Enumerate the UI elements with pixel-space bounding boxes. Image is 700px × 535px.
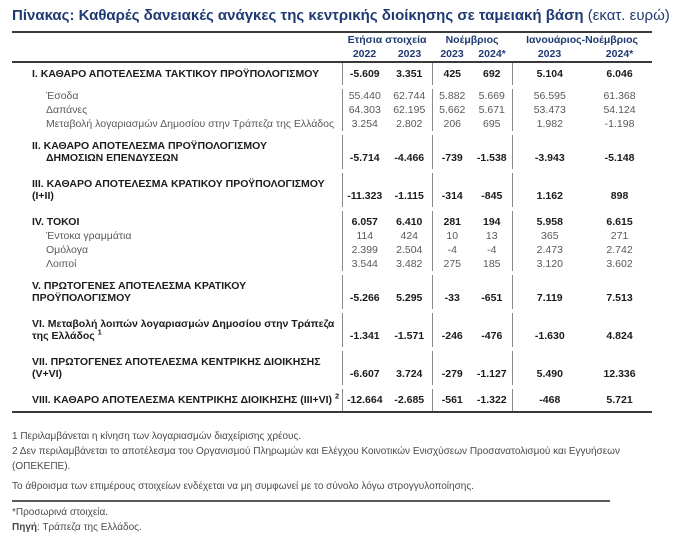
cell-value: 3.254 [342,117,387,131]
table-row [12,257,652,271]
cell-value: 61.368 [603,90,636,102]
row-label: VIII. ΚΑΘΑΡΟ ΑΠΟΤΕΛΕΣΜΑ ΚΕΝΤΡΙΚΗΣ ΔΙΟΙΚΗΣΗΣ (III+VI) $^2$ [32,391,340,406]
table-row [12,117,652,131]
cell-value: 56.595 [512,89,587,103]
cell-value: 692 [483,68,501,80]
footnote: 1 Περιλαμβάνεται η κίνηση των λογαριασμών διαχείρισης χρέους. [12,431,302,442]
numbered-notes [12,429,640,474]
table-header [12,32,652,62]
cell-value: -2.685 [394,394,425,406]
cell-value: 5.958 [512,211,587,229]
row-label: III. ΚΑΘΑΡΟ ΑΠΟΤΕΛΕΣΜΑ ΚΡΑΤΙΚΟΥ ΠΡΟΫΠΟΛΟΓΙΣΜΟΥ (I+II) [32,178,325,202]
source-text: : Τράπεζα της Ελλάδος. [37,522,142,533]
cell-value: -739 [432,135,472,169]
cell-value: 5.295 [396,292,423,304]
source-line [12,520,640,535]
cell-value: -1.341 [342,313,387,347]
cell-value: 13 [485,230,498,242]
cell-value: 271 [610,230,629,242]
cell-value: 3.482 [396,258,423,270]
cell-value: 2.504 [396,244,423,256]
title-unit: (εκατ. ευρώ) [583,7,670,24]
cell-value: -5.714 [342,135,387,169]
cell-value: 6.615 [606,216,633,228]
cell-value: 64.303 [342,103,387,117]
table-row [12,89,652,103]
cell-value: 3.724 [396,368,423,380]
table-row [12,173,652,207]
footnote-marker: 2 [334,391,340,401]
cell-value: 424 [400,230,419,242]
group-header-row [12,32,652,47]
cell-value: 5.104 [512,62,587,85]
cell-value: -4.466 [394,152,425,164]
year-header: 2023 [537,48,562,60]
table-row [12,243,652,257]
cell-value: 4.824 [606,330,633,342]
cell-value: -1.322 [476,394,507,406]
table-row [12,103,652,117]
cell-value: 2.473 [512,243,587,257]
cell-value: 2.399 [342,243,387,257]
cell-value: 1.982 [512,117,587,131]
table-row [12,389,652,412]
year-header: 2024* [478,48,506,60]
cell-value: -279 [432,351,472,385]
cell-value: -246 [432,313,472,347]
cell-value: 10 [432,229,472,243]
table-row [12,229,652,243]
cell-value: 5.490 [512,351,587,385]
cell-value: 55.440 [342,89,387,103]
page-title [12,7,700,24]
row-label: Μεταβολή λογαριασμών Δημοσίου στην Τράπεζα της Ελλάδος [46,118,335,130]
cell-value: -1.198 [604,118,635,130]
cell-value: 5.669 [478,90,505,102]
cell-value: 275 [432,257,472,271]
cell-value: 3.544 [342,257,387,271]
cell-value: 425 [432,62,472,85]
cell-value: -651 [481,292,503,304]
table-row [12,313,652,347]
column-group-jan-november: Ιανουάριος-Νοέμβριος [526,34,638,46]
footnote-marker: 1 [97,327,102,337]
cell-value: -561 [432,389,472,412]
cell-value: 114 [342,229,387,243]
footnote: 2 Δεν περιλαμβάνεται το αποτέλεσμα του Οργανισμού Πληρωμών και Ελέγχου Κοινοτικών Ενισχύσεων Προσανατολισμού και Εγγυήσεων (ΟΠΕΚΕΠΕ). [12,446,620,472]
title-main: Πίνακας: Καθαρές δανειακές ανάγκες της κεντρικής διοίκησης σε ταμειακή βάση [12,7,584,24]
column-group-annual: Ετήσια στοιχεία [347,34,427,46]
cell-value: 3.120 [512,257,587,271]
cell-value: 53.473 [512,103,587,117]
cell-value: -1.630 [512,313,587,347]
column-group-november: Νοέμβριος [445,34,499,46]
year-header: 2023 [397,48,422,60]
row-label: Ομόλογα [46,244,89,256]
cell-value: 7.119 [512,275,587,309]
cell-value: 6.046 [606,68,633,80]
table-row [12,351,652,385]
row-label-line2: ΔΗΜΟΣΙΩΝ ΕΠΕΝΔΥΣΕΩΝ [46,152,179,164]
cell-value: 194 [483,216,501,228]
cell-value: -4 [432,243,472,257]
cell-value: -1.571 [394,330,425,342]
cell-value: -5.148 [604,152,635,164]
cell-value: 62.744 [393,90,426,102]
cell-value: 7.513 [606,292,633,304]
row-label: V. ΠΡΩΤΟΓΕΝΕΣ ΑΠΟΤΕΛΕΣΜΑ ΚΡΑΤΙΚΟΥ ΠΡΟΫΠΟΛΟΓΙΣΜΟΥ [32,280,247,304]
cell-value: 2.802 [396,118,423,130]
cell-value: -314 [432,173,472,207]
footnotes [12,429,640,535]
cell-value: -12.664 [342,389,387,412]
row-label: VII. ΠΡΩΤΟΓΕΝΕΣ ΑΠΟΤΕΛΕΣΜΑ ΚΕΝΤΡΙΚΗΣ ΔΙΟΙΚΗΣΗΣ (V+VI) [32,356,321,380]
cell-value: -845 [481,190,503,202]
row-label: Δαπάνες [46,104,88,116]
cell-value: 281 [432,211,472,229]
cell-value: -1.115 [394,190,424,202]
cell-value: 54.124 [603,104,636,116]
cell-value: 1.162 [512,173,587,207]
cell-value: 2.742 [606,244,633,256]
row-label: II. ΚΑΘΑΡΟ ΑΠΟΤΕΛΕΣΜΑ ΠΡΟΫΠΟΛΟΓΙΣΜΟΥ ΔΗΜΟΣΙΩΝ ΕΠΕΝΔΥΣΕΩΝ [12,135,342,169]
row-label: Έσοδα [46,90,79,102]
year-header: 2024* [605,48,634,60]
row-label: Λοιποί [46,258,77,270]
cell-value: -1.538 [476,152,507,164]
rounding-note: Το άθροισμα των επιμέρους στοιχείων ενδέχεται να μη συμφωνεί με το σύνολο λόγω στρογγυλοποίησης. [12,481,474,492]
table-body [12,62,652,412]
cell-value: 3.602 [606,258,633,270]
source-label: Πηγή [12,522,37,533]
cell-value: -3.943 [512,135,587,169]
header-corner [12,32,342,62]
cell-value: 185 [483,258,501,270]
table-row [12,211,652,229]
year-header: 2023 [440,48,464,60]
cell-value: 12.336 [603,368,636,380]
row-label: Έντοκα γραμμάτια [46,230,132,242]
cell-value: -468 [512,389,587,412]
table-row [12,275,652,309]
cell-value: 5.671 [478,104,505,116]
cell-value: -476 [481,330,503,342]
cell-value: -4 [487,244,497,256]
year-header: 2022 [352,48,377,60]
table-row [12,135,652,169]
cell-value: -1.127 [476,368,507,380]
cell-value: 695 [483,118,501,130]
cell-value: -5.266 [342,275,387,309]
cell-value: 365 [512,229,587,243]
cell-value: 6.057 [342,211,387,229]
cell-value: -5.609 [342,62,387,85]
footnote-divider [12,500,610,502]
cell-value: -6.607 [342,351,387,385]
cell-value: 5.882 [432,89,472,103]
cell-value: -11.323 [342,173,387,207]
row-label: I. ΚΑΘΑΡΟ ΑΠΟΤΕΛΕΣΜΑ ΤΑΚΤΙΚΟΥ ΠΡΟΫΠΟΛΟΓΙΣΜΟΥ [32,68,320,80]
cell-value: 5.662 [432,103,472,117]
cell-value: 62.195 [393,104,426,116]
provisional-note: *Προσωρινά στοιχεία. [12,507,109,518]
table-row [12,62,652,85]
cell-value: -33 [432,275,472,309]
row-label: VI. Μεταβολή λοιπών λογαριασμών Δημοσίου στην Τράπεζα της Ελλάδος $^1$ [32,318,335,342]
cell-value: 898 [610,190,629,202]
cell-value: 3.351 [396,68,423,80]
borrowing-needs-table [12,31,652,413]
cell-value: 5.721 [606,394,633,406]
cell-value: 6.410 [396,216,423,228]
cell-value: 206 [432,117,472,131]
row-label: IV. ΤΟΚΟΙ [32,216,80,228]
